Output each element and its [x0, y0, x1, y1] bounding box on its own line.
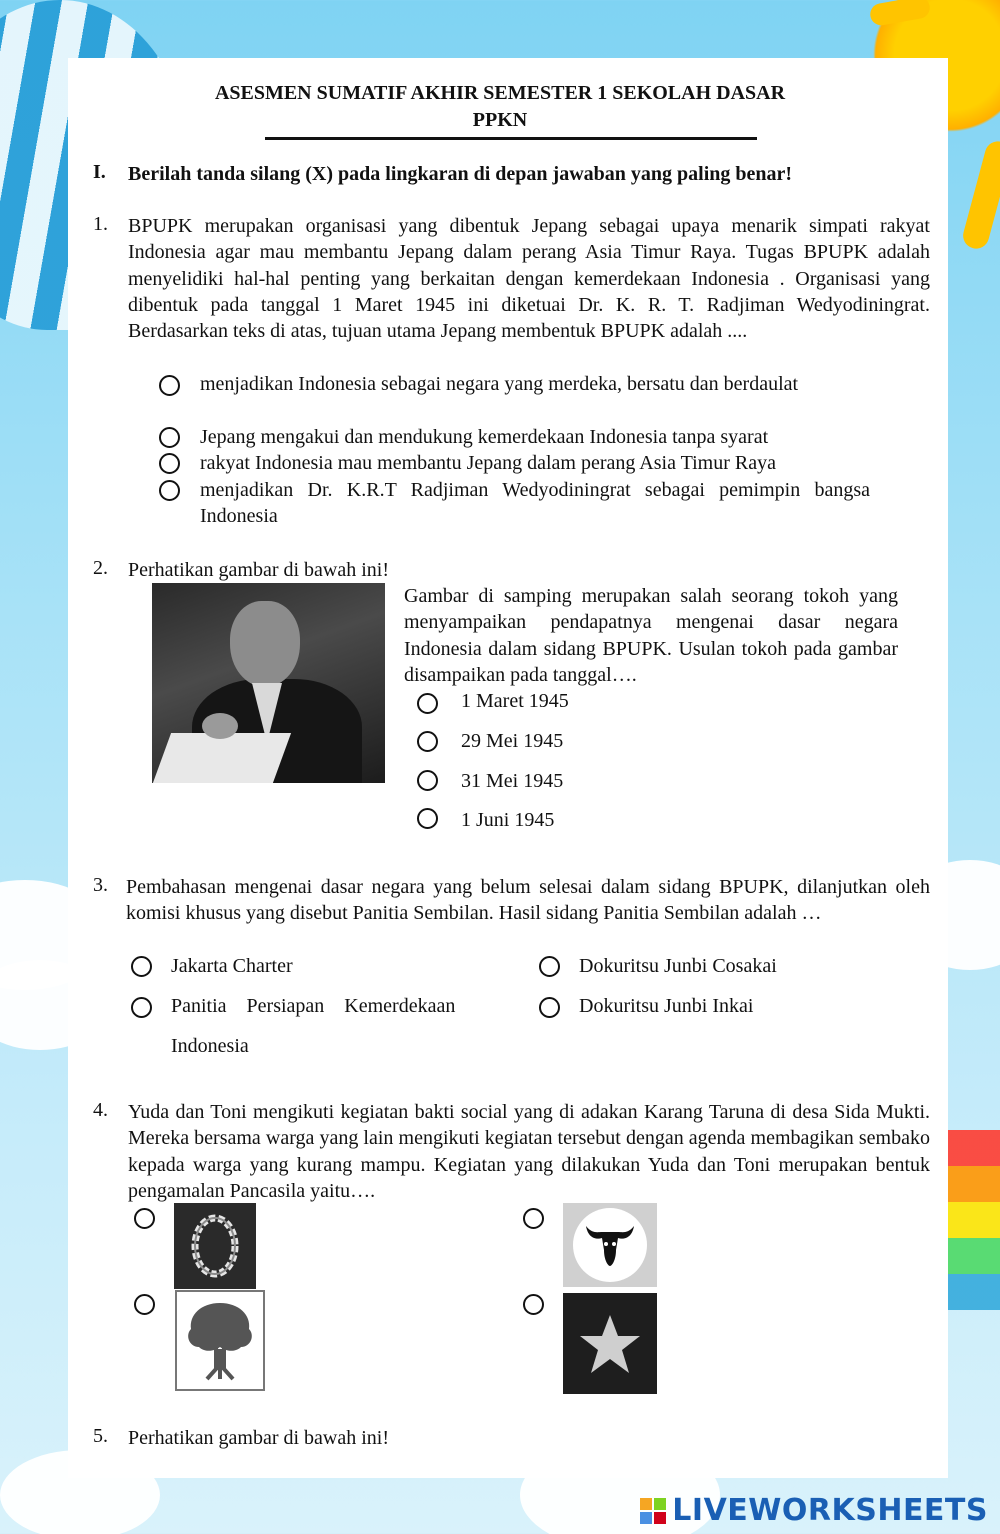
q1-option-a-radio[interactable] [159, 375, 180, 396]
q4-option-d-radio[interactable] [523, 1294, 544, 1315]
q3-option-b-label: Panitia Persiapan Kemerdekaan [171, 995, 456, 1017]
liveworksheets-logo-icon [640, 1498, 666, 1524]
subject-title: PPKN [472, 109, 528, 131]
section-instruction: Berilah tanda silang (X) pada lingkaran di depan jawaban yang paling benar! [128, 163, 793, 185]
q2-option-d-label: 1 Juni 1945 [461, 809, 555, 831]
q4-option-a-radio[interactable] [134, 1208, 155, 1229]
q4-option-c-radio[interactable] [134, 1294, 155, 1315]
q3-option-c-radio[interactable] [539, 956, 560, 977]
q3-option-c-label: Dokuritsu Junbi Cosakai [579, 955, 777, 977]
q1-option-c-radio[interactable] [159, 453, 180, 474]
question-2-number: 2. [93, 557, 108, 579]
question-2-prompt: Perhatikan gambar di bawah ini! [128, 559, 390, 581]
q2-option-c-label: 31 Mei 1945 [461, 770, 564, 792]
q1-option-b-label: Jepang mengakui dan mendukung kemerdekaan Indonesia tanpa syarat [200, 426, 769, 448]
q3-option-a-label: Jakarta Charter [171, 955, 293, 977]
section-number: I. [93, 161, 106, 183]
bull-head-symbol-image [563, 1203, 657, 1287]
q1-option-d-label: menjadikan Dr. K.R.T Radjiman Wedyodiningrat sebagai pemimpin bangsa Indonesia [200, 479, 870, 528]
q4-option-b-radio[interactable] [523, 1208, 544, 1229]
q2-option-a-radio[interactable] [417, 693, 438, 714]
q1-option-d-radio[interactable] [159, 480, 180, 501]
question-3-text: Pembahasan mengenai dasar negara yang belum selesai dalam sidang BPUPK, dilanjutkan oleh komisi khusus yang disebut Panitia Sembilan. Hasil sidang Panitia Sembilan adalah … [126, 876, 930, 925]
q2-option-b-radio[interactable] [417, 731, 438, 752]
q1-option-b-radio[interactable] [159, 427, 180, 448]
chain-symbol-image [174, 1203, 256, 1289]
brand-name: LIVEWORKSHEETS [672, 1493, 988, 1528]
question-3-number: 3. [93, 874, 108, 896]
question-4-text: Yuda dan Toni mengikuti kegiatan bakti social yang di adakan Karang Taruna di desa Sida Mukti. Mereka bersama warga yang lain mengikuti kegiatan tersebut dengan agenda membagikan sembako kepada warga yang kurang mampu. Kegiatan yang dilakukan Yuda dan Toni merupakan bentuk pengamalan Pancasila yaitu…. [128, 1101, 930, 1202]
q3-option-d-radio[interactable] [539, 997, 560, 1018]
question-1-text: BPUPK merupakan organisasi yang dibentuk Jepang sebagai upaya menarik simpati rakyat Indonesia agar mau membantu Jepang dalam perang Asia Timur Raya. Tugas BPUPK adalah menyelidiki hal-hal penting yang berkaitan dengan kemerdekaan Indonesia . Organisasi yang dibentuk pada tanggal 1 Maret 1945 ini diketuai Dr. K. R. T. Radjiman Wedyodiningrat. Berdasarkan teks di atas, tujuan utama Jepang membentuk BPUPK adalah .... [128, 215, 930, 343]
title-underline [265, 137, 757, 140]
q2-option-d-radio[interactable] [417, 808, 438, 829]
q1-option-a-label: menjadikan Indonesia sebagai negara yang merdeka, bersatu dan berdaulat [200, 373, 799, 395]
question-5-number: 5. [93, 1425, 108, 1447]
sun-ray-decoration [960, 139, 1000, 252]
q1-option-c-label: rakyat Indonesia mau membantu Jepang dalam perang Asia Timur Raya [200, 452, 776, 474]
q3-option-a-radio[interactable] [131, 956, 152, 977]
q2-option-c-radio[interactable] [417, 770, 438, 791]
banyan-tree-symbol-image [175, 1290, 265, 1391]
question-2-text: Gambar di samping merupakan salah seorang tokoh yang menyampaikan pendapatnya mengenai dasar negara Indonesia dalam sidang BPUPK. Usulan tokoh pada gambar disampaikan pada tanggal…. [404, 585, 898, 686]
question-5-prompt: Perhatikan gambar di bawah ini! [128, 1427, 390, 1449]
q3-option-d-label: Dokuritsu Junbi Inkai [579, 995, 754, 1017]
q3-option-b-radio[interactable] [131, 997, 152, 1018]
q3-option-b-label-continued: Indonesia [171, 1035, 249, 1057]
q2-option-b-label: 29 Mei 1945 [461, 730, 564, 752]
historical-figure-photo [152, 583, 385, 783]
star-symbol-image [563, 1293, 657, 1394]
liveworksheets-logo [640, 1493, 988, 1528]
q2-option-a-label: 1 Maret 1945 [461, 690, 569, 712]
question-4-number: 4. [93, 1099, 108, 1121]
worksheet-title: ASESMEN SUMATIF AKHIR SEMESTER 1 SEKOLAH DASAR [214, 82, 786, 104]
question-1-number: 1. [93, 213, 108, 235]
